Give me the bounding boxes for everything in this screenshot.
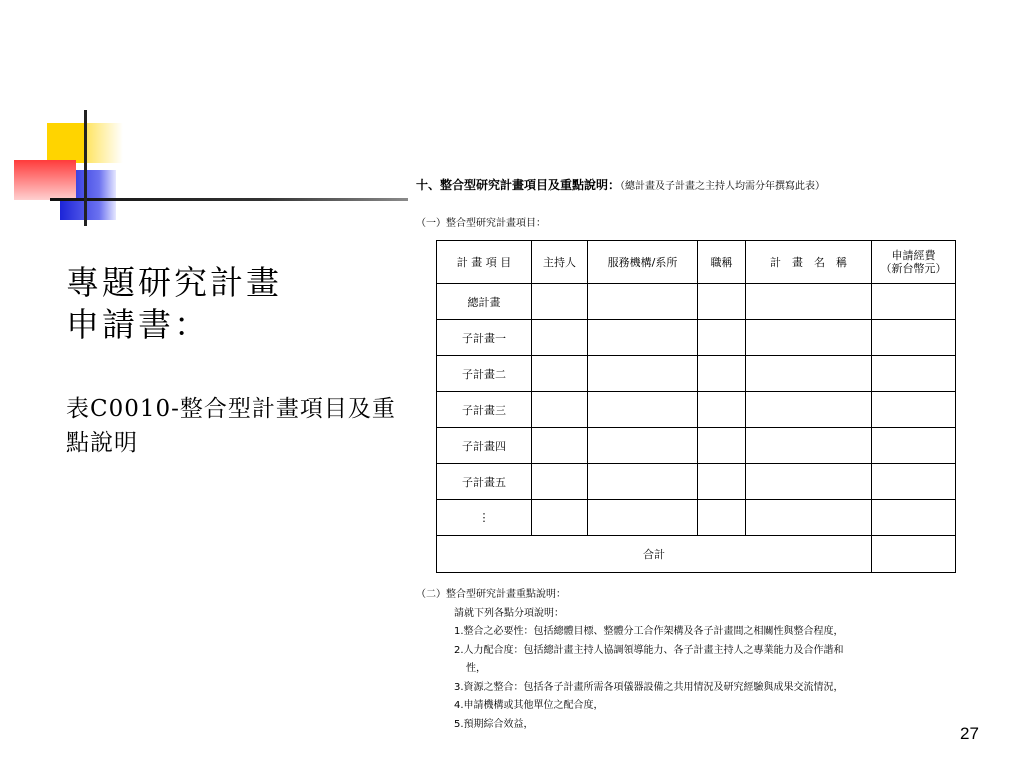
table-cell (532, 356, 588, 392)
section-2-item: 5.預期綜合效益， (454, 718, 534, 730)
table-cell (698, 284, 746, 320)
slide-title (66, 262, 282, 346)
table-cell (532, 392, 588, 428)
table-row (437, 284, 956, 320)
section-2 (416, 586, 844, 734)
table-cell (588, 392, 698, 428)
table-cell (532, 428, 588, 464)
section-2-title: （二）整合型研究計畫重點說明： (416, 589, 566, 600)
header-title: 職稱 (698, 241, 746, 284)
table-cell (872, 500, 956, 536)
horizontal-rule (50, 198, 408, 201)
table-total-row (437, 536, 956, 573)
row-label: 子計畫五 (437, 464, 532, 500)
table-cell (588, 320, 698, 356)
table-cell (698, 428, 746, 464)
section-2-item-continuation: 性， (466, 663, 486, 674)
header-budget (872, 241, 956, 284)
slide-subtitle: 表C0010-整合型計畫項目及重點說明 (66, 396, 396, 456)
row-label: 子計畫一 (437, 320, 532, 356)
section-2-item: 1.整合之必要性：包括總體目標、整體分工合作架構及各子計畫間之相關性與整合程度， (454, 626, 844, 637)
section-2-intro: 請就下列各點分項說明： (454, 607, 564, 619)
table-row (437, 320, 956, 356)
slide-title-line-2: 申請書： (66, 305, 210, 344)
table-row (437, 392, 956, 428)
table-cell (588, 464, 698, 500)
project-table (436, 240, 956, 573)
table-cell (746, 356, 872, 392)
table-cell (872, 356, 956, 392)
table-header-row (437, 241, 956, 284)
red-square (14, 160, 76, 200)
header-project-name: 計 畫 名 稱 (746, 241, 872, 284)
yellow-fade-block (87, 123, 123, 163)
table-cell (872, 428, 956, 464)
section-2-item: 2.人力配合度：包括總計畫主持人協調領導能力、各子計畫主持人之專業能力及合作諧和 (454, 644, 844, 656)
table-row (437, 500, 956, 536)
table-row (437, 356, 956, 392)
document-heading-note: （總計畫及子計畫之主持人均需分年撰寫此表） (620, 181, 826, 192)
table-cell (746, 320, 872, 356)
table-cell (588, 428, 698, 464)
table-row (437, 428, 956, 464)
table-cell (872, 320, 956, 356)
table-cell (872, 464, 956, 500)
section-1-title: （一）整合型研究計畫項目： (416, 218, 546, 229)
table-cell (532, 320, 588, 356)
table-cell (532, 500, 588, 536)
document-heading (416, 176, 825, 193)
table-cell (588, 284, 698, 320)
table-cell (872, 284, 956, 320)
table-cell (746, 428, 872, 464)
header-budget-line-2: （新台幣元） (880, 262, 947, 275)
page-number: 27 (960, 724, 979, 743)
table-cell (588, 356, 698, 392)
table-cell (532, 284, 588, 320)
total-label: 合計 (437, 536, 872, 573)
header-institution: 服務機構/系所 (588, 241, 698, 284)
header-budget-line-1: 申請經費 (891, 249, 936, 262)
table-cell (698, 356, 746, 392)
table-cell (698, 464, 746, 500)
table-cell (698, 320, 746, 356)
form-document-image (416, 172, 961, 742)
row-label: 總計畫 (437, 284, 532, 320)
slide-title-line-1: 專題研究計畫 (66, 263, 282, 302)
total-cell (872, 536, 956, 573)
vertical-rule (84, 110, 87, 226)
table-cell (872, 392, 956, 428)
yellow-square (47, 123, 87, 163)
table-cell (746, 284, 872, 320)
table-cell (698, 392, 746, 428)
table-cell (746, 392, 872, 428)
section-2-item: 3.資源之整合：包括各子計畫所需各項儀器設備之共用情況及研究經驗與成果交流情況， (454, 681, 844, 693)
row-label: 子計畫四 (437, 428, 532, 464)
row-label-ellipsis: ⋮ (437, 500, 532, 536)
table-cell (746, 464, 872, 500)
table-cell (746, 500, 872, 536)
table-cell (698, 500, 746, 536)
row-label: 子計畫三 (437, 392, 532, 428)
document-heading-main: 十、整合型研究計畫項目及重點說明： (416, 178, 621, 192)
table-cell (588, 500, 698, 536)
header-pi: 主持人 (532, 241, 588, 284)
section-2-item: 4.申請機構或其他單位之配合度， (454, 700, 604, 711)
table-cell (532, 464, 588, 500)
table-row (437, 464, 956, 500)
row-label: 子計畫二 (437, 356, 532, 392)
header-project-item: 計 畫 項 目 (437, 241, 532, 284)
